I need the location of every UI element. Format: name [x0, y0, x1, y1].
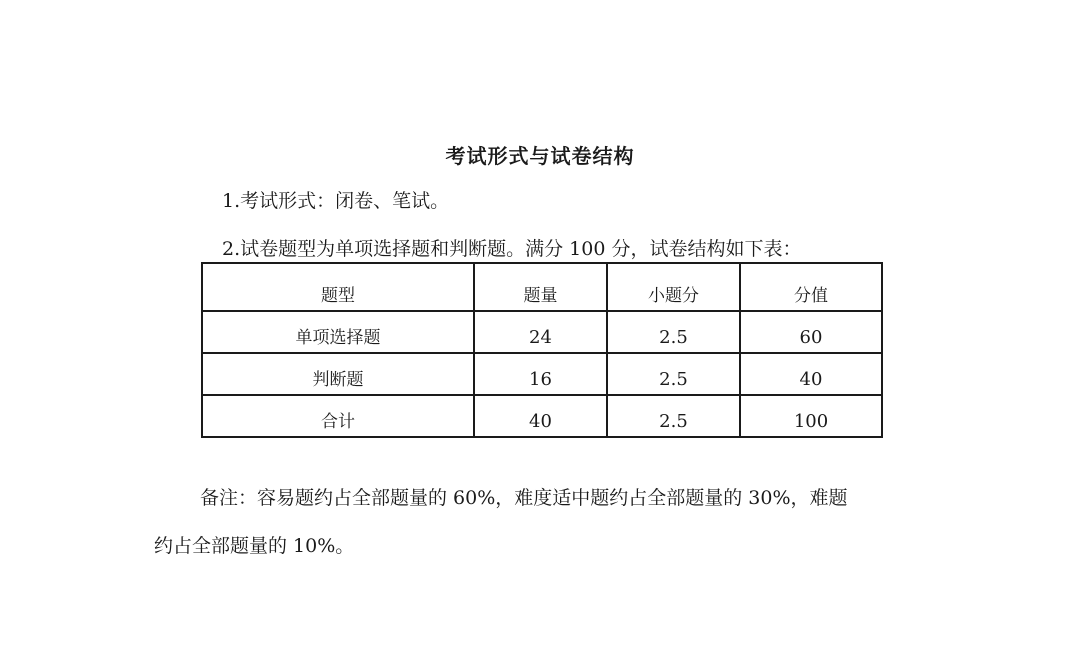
cell-question-type: 合计 — [202, 395, 474, 437]
table-row-total — [202, 395, 882, 437]
note-line-1: 备注：容易题约占全部题量的 60%，难度适中题约占全部题量的 30%，难题 — [200, 487, 848, 509]
header-question-count: 题量 — [474, 263, 607, 311]
table-header-row — [202, 263, 882, 311]
cell-question-count: 24 — [474, 311, 607, 353]
cell-question-type: 单项选择题 — [202, 311, 474, 353]
cell-total-points: 40 — [740, 353, 882, 395]
header-question-type: 题型 — [202, 263, 474, 311]
cell-points-each: 2.5 — [607, 353, 740, 395]
document-title: 考试形式与试卷结构 — [445, 144, 635, 168]
table-row — [202, 311, 882, 353]
cell-points-each: 2.5 — [607, 395, 740, 437]
cell-total-points: 60 — [740, 311, 882, 353]
cell-total-points: 100 — [740, 395, 882, 437]
exam-format-line: 1.考试形式：闭卷、笔试。 — [222, 190, 450, 212]
cell-points-each: 2.5 — [607, 311, 740, 353]
cell-question-count: 40 — [474, 395, 607, 437]
note-line-2: 约占全部题量的 10%。 — [154, 535, 355, 557]
table-row — [202, 353, 882, 395]
exam-structure-line: 2.试卷题型为单项选择题和判断题。满分 100 分，试卷结构如下表： — [222, 238, 802, 260]
exam-structure-table — [201, 262, 883, 438]
cell-question-type: 判断题 — [202, 353, 474, 395]
header-total-points: 分值 — [740, 263, 882, 311]
header-points-each: 小题分 — [607, 263, 740, 311]
cell-question-count: 16 — [474, 353, 607, 395]
